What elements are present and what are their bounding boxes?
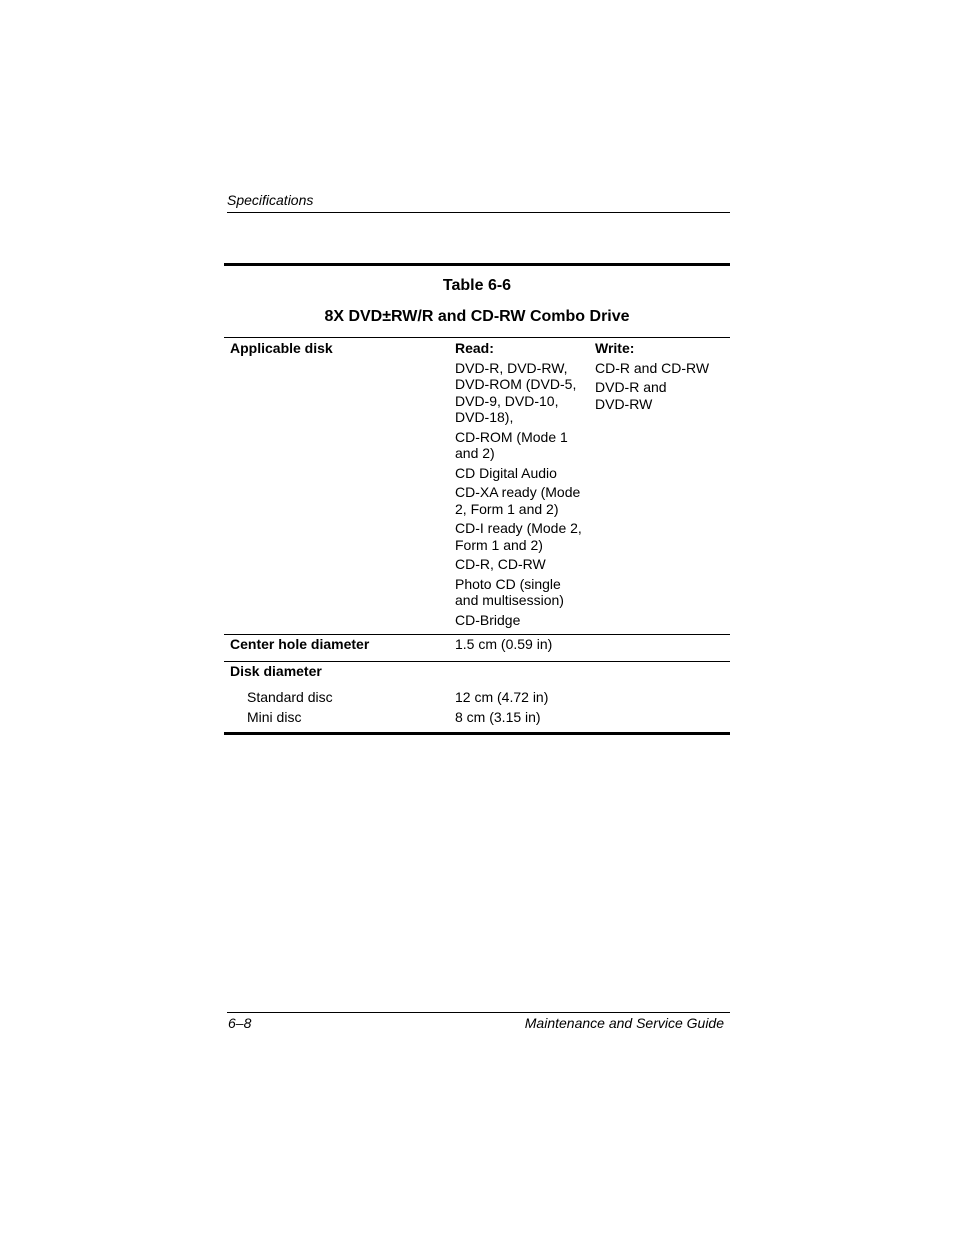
read-line: and 2) <box>455 445 495 461</box>
read-label: Read: <box>455 340 494 356</box>
read-entry <box>455 484 585 517</box>
page-number: 6–8 <box>228 1015 252 1031</box>
applicable-disk-label: Applicable disk <box>230 340 333 356</box>
spec-table <box>224 263 730 735</box>
write-line: DVD-R and <box>595 379 667 395</box>
read-line: 2, Form 1 and 2) <box>455 500 559 517</box>
read-line: DVD-18), <box>455 409 514 425</box>
guide-title: Maintenance and Service Guide <box>524 1015 724 1031</box>
read-line: CD Digital Audio <box>455 464 557 481</box>
read-line: CD-I ready (Mode 2, <box>455 520 582 536</box>
read-line: CD-Bridge <box>455 611 521 628</box>
read-entry <box>455 556 585 573</box>
read-line: CD-R, CD-RW <box>455 556 546 572</box>
write-label: Write: <box>595 340 635 356</box>
read-entry <box>455 360 585 426</box>
running-footer <box>227 1012 730 1031</box>
center-hole-value: 1.5 cm (0.59 in) <box>455 636 553 652</box>
read-line: CD-ROM (Mode 1 <box>455 428 568 445</box>
read-column <box>455 340 585 631</box>
write-line: DVD-RW <box>595 395 653 412</box>
read-line: Photo CD (single <box>455 575 561 592</box>
running-header <box>227 191 730 213</box>
center-hole-row <box>224 635 730 662</box>
read-line: DVD-R, DVD-RW, <box>455 359 568 376</box>
write-line: CD-R and CD-RW <box>595 359 710 376</box>
standard-disc-value: 12 cm (4.72 in) <box>455 689 549 705</box>
read-line: Form 1 and 2) <box>455 536 543 553</box>
center-hole-label: Center hole diameter <box>230 636 370 652</box>
section-title: Specifications <box>227 192 314 208</box>
applicable-disk-row <box>224 338 730 635</box>
read-entry <box>455 612 585 629</box>
read-entry <box>455 465 585 482</box>
read-line: and multisession) <box>455 592 564 608</box>
mini-disc-value: 8 cm (3.15 in) <box>455 709 541 725</box>
standard-disc-label: Standard disc <box>247 689 333 705</box>
read-line: DVD-9, DVD-10, <box>455 392 559 409</box>
read-entry <box>455 429 585 462</box>
disk-diameter-row <box>224 662 730 735</box>
read-entry <box>455 576 585 609</box>
write-entry <box>595 360 725 377</box>
read-line: DVD-ROM (DVD-5, <box>455 376 577 392</box>
read-line: CD-XA ready (Mode <box>455 484 581 500</box>
mini-disc-label: Mini disc <box>247 709 302 725</box>
read-entry <box>455 520 585 553</box>
table-title: 8X DVD±RW/R and CD-RW Combo Drive <box>224 307 730 338</box>
table-number: Table 6-6 <box>442 277 512 294</box>
write-entry <box>595 379 725 412</box>
write-column <box>595 340 725 415</box>
disk-diameter-label: Disk diameter <box>230 663 322 679</box>
